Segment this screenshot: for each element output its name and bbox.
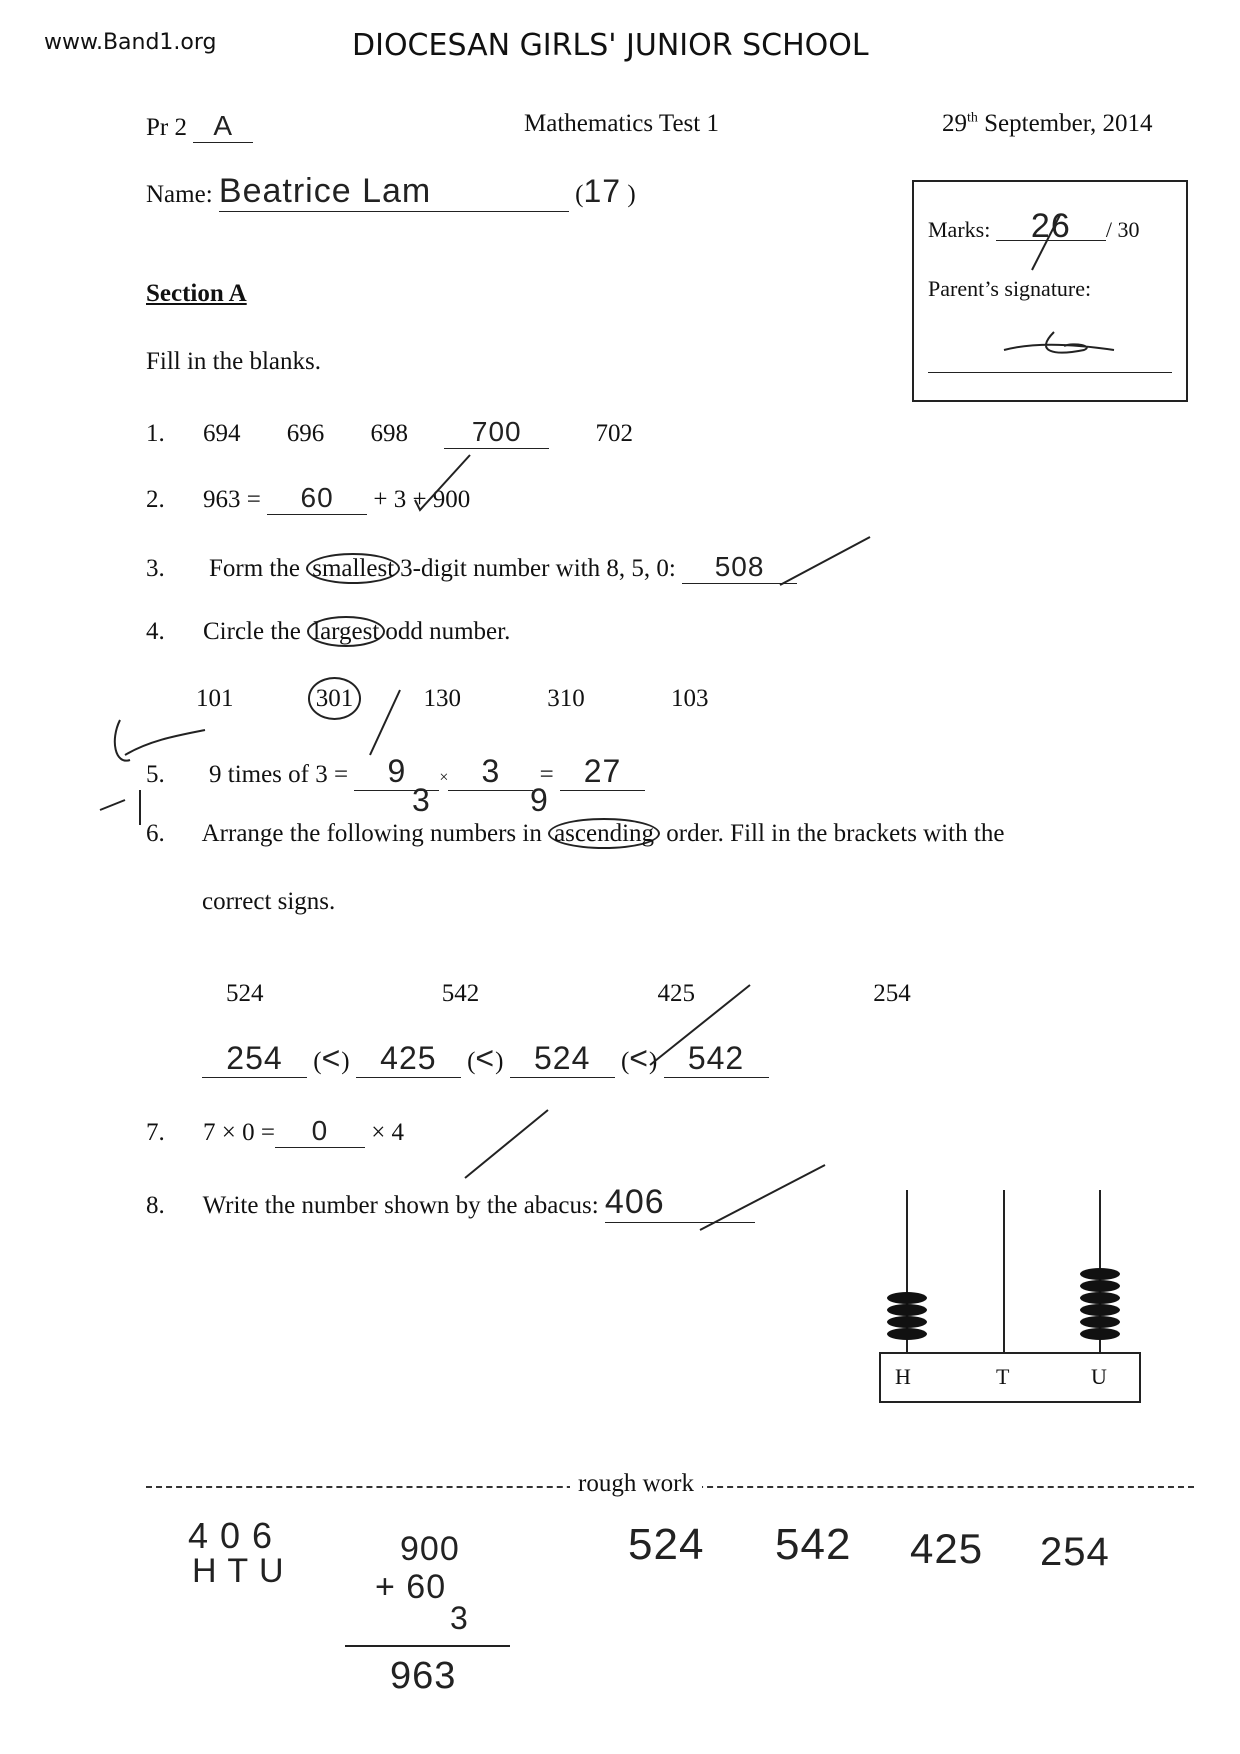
question-1: 1. 694 696 698 700 702 bbox=[146, 416, 633, 447]
circled-word: smallest bbox=[306, 553, 400, 584]
teacher-note bbox=[100, 790, 140, 825]
parent-signature bbox=[994, 322, 1124, 362]
rough-work-406: 4 0 6 bbox=[188, 1515, 274, 1556]
abacus-bead bbox=[887, 1304, 927, 1316]
abacus-bead bbox=[1080, 1328, 1120, 1340]
q5-result: 27 bbox=[560, 753, 645, 791]
tick-mark bbox=[465, 1110, 548, 1178]
q5-answer-2: 3 bbox=[448, 753, 533, 791]
rough-work-add: 3 bbox=[450, 1600, 469, 1636]
class-value: A bbox=[193, 110, 253, 143]
class-field bbox=[146, 110, 253, 143]
question-4: 4. Circle the largest odd number. bbox=[146, 618, 511, 645]
rough-work-sum: 963 bbox=[390, 1655, 457, 1697]
abacus-bead bbox=[887, 1292, 927, 1304]
student-name: Beatrice Lam bbox=[219, 172, 569, 212]
abacus-bead bbox=[1080, 1316, 1120, 1328]
question-7: 7. 7 × 0 = 0 × 4 bbox=[146, 1115, 405, 1146]
marks-field: Marks: 26 / 30 bbox=[928, 207, 1140, 245]
section-heading: Section A bbox=[146, 280, 247, 307]
q5-correction-2: 9 bbox=[530, 782, 549, 818]
rough-work-sum-line bbox=[345, 1645, 510, 1647]
abacus-base: H T U bbox=[879, 1352, 1141, 1403]
question-2: 2. 963 = 60 + 3 + 900 bbox=[146, 482, 471, 513]
abacus-bead bbox=[1080, 1268, 1120, 1280]
abacus-bead bbox=[887, 1328, 927, 1340]
test-title: Mathematics Test 1 bbox=[524, 110, 719, 137]
marks-value: 26 bbox=[996, 212, 1106, 241]
question-8: 8. Write the number shown by the abacus: 406 bbox=[146, 1183, 755, 1223]
question-6: 6. Arrange the following numbers in ascending order. Fill in the brackets with the bbox=[146, 820, 1005, 847]
q4-options: 101 301 130 310 103 bbox=[196, 685, 709, 713]
rough-work-number: 524 bbox=[628, 1520, 705, 1569]
parent-signature-label: Parent’s signature: bbox=[928, 276, 1092, 301]
q7-answer: 0 bbox=[275, 1115, 365, 1148]
school-name: DIOCESAN GIRLS' JUNIOR SCHOOL bbox=[352, 28, 869, 63]
instruction: Fill in the blanks. bbox=[146, 348, 321, 375]
signature-line bbox=[928, 372, 1172, 373]
rough-work-add: + 60 bbox=[375, 1568, 447, 1606]
question-3: 3. Form the smallest 3-digit number with 8, 5, 0: 508 bbox=[146, 551, 797, 584]
question-5: 5. 9 times of 3 = 9 × 3 = 27 bbox=[146, 753, 645, 791]
q6-answer: 524 bbox=[510, 1040, 615, 1078]
class-number: 17 bbox=[583, 173, 622, 209]
test-date: 29th September, 2014 bbox=[942, 110, 1153, 137]
class-label: Pr 2 bbox=[146, 114, 187, 141]
q6-answer: 425 bbox=[356, 1040, 461, 1078]
name-field: Name: Beatrice Lam (17 ) bbox=[146, 172, 636, 210]
question-6-line-2: correct signs. bbox=[202, 888, 336, 915]
q5-answer-1: 9 bbox=[354, 753, 439, 791]
q6-numbers: 524 542 425 254 bbox=[226, 980, 911, 1007]
q3-answer: 508 bbox=[682, 551, 797, 584]
abacus-bead bbox=[1080, 1292, 1120, 1304]
q4-chosen-option: 301 bbox=[308, 677, 362, 720]
circled-word: largest bbox=[307, 616, 385, 647]
rough-work-add: 900 bbox=[400, 1530, 460, 1568]
rough-work-number: 542 bbox=[775, 1520, 852, 1569]
abacus-bead bbox=[887, 1316, 927, 1328]
q6-answers: 254 (<) 425 (<) 524 (<) 542 bbox=[202, 1040, 769, 1078]
rough-work-number: 425 bbox=[910, 1525, 984, 1572]
q8-answer: 406 bbox=[605, 1183, 755, 1223]
abacus-bead bbox=[1080, 1280, 1120, 1292]
abacus-bead bbox=[1080, 1304, 1120, 1316]
circled-word: ascending bbox=[548, 818, 660, 849]
q5-correction-1: 3 bbox=[412, 782, 431, 818]
q6-answer: 542 bbox=[664, 1040, 769, 1078]
q2-answer: 60 bbox=[267, 482, 367, 515]
rough-work-label: rough work bbox=[570, 1470, 702, 1498]
marks-box bbox=[912, 180, 1188, 402]
q6-answer: 254 bbox=[202, 1040, 307, 1078]
watermark: www.Band1.org bbox=[44, 30, 217, 55]
rough-work-htu: H T U bbox=[192, 1552, 285, 1590]
q1-answer: 700 bbox=[444, 416, 549, 449]
rough-work-number: 254 bbox=[1040, 1530, 1110, 1574]
